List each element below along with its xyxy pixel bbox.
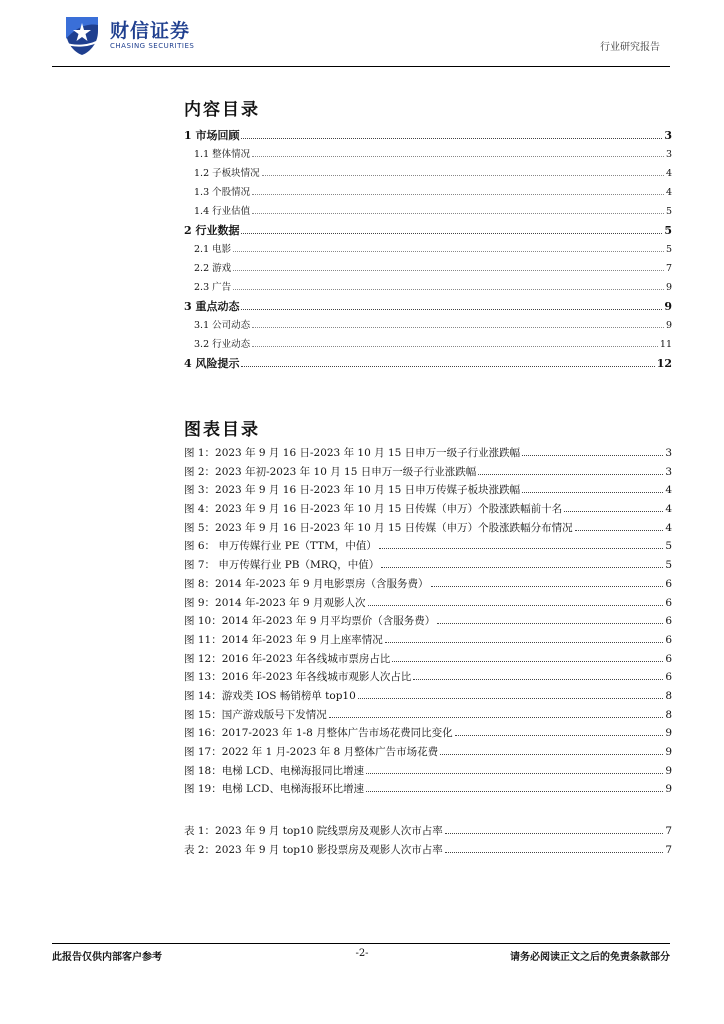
dot-leader xyxy=(440,754,663,755)
table-entry-label: 表 2：2023 年 9 月 top10 影投票房及观影人次市占率 xyxy=(184,843,443,856)
figure-entry[interactable] xyxy=(184,595,672,614)
toc-entry-label: 2.3 广告 xyxy=(194,282,232,293)
footer-divider xyxy=(52,943,670,944)
figure-entry-label: 图 3：2023 年 9 月 16 日-2023 年 10 月 15 日申万传媒子板块涨跌幅 xyxy=(184,484,521,497)
toc-entry[interactable] xyxy=(184,355,672,374)
dot-leader xyxy=(445,833,664,834)
figure-entry-label: 图 15：国产游戏版号下发情况 xyxy=(184,708,327,721)
toc-entry[interactable] xyxy=(184,165,672,184)
figure-entry[interactable] xyxy=(184,707,672,726)
toc-entry-page: 4 xyxy=(665,187,672,198)
figure-entry-page: 4 xyxy=(665,503,672,516)
toc-entry-label: 3.1 公司动态 xyxy=(194,320,251,331)
figure-entry[interactable] xyxy=(184,763,672,782)
dot-leader xyxy=(233,289,664,290)
toc-entry-page: 3 xyxy=(664,129,672,142)
figure-entry-label: 图 9：2014 年-2023 年 9 月观影人次 xyxy=(184,596,366,609)
toc-entry-page: 5 xyxy=(665,244,672,255)
dot-leader xyxy=(252,213,664,214)
toc-entry[interactable] xyxy=(184,127,672,146)
figure-entry-page: 5 xyxy=(665,540,672,553)
toc-entry[interactable] xyxy=(184,184,672,203)
toc-entry-page: 12 xyxy=(656,357,672,370)
toc-list xyxy=(184,127,672,374)
toc-entry-label: 2.2 游戏 xyxy=(194,263,232,274)
toc-entry-page: 11 xyxy=(659,339,672,350)
figure-entry-page: 6 xyxy=(665,671,672,684)
company-logo xyxy=(60,13,194,57)
figure-entry-page: 4 xyxy=(665,484,672,497)
table-entry[interactable] xyxy=(184,823,672,842)
toc-entry-page: 5 xyxy=(664,224,672,237)
toc-entry[interactable] xyxy=(184,241,672,260)
dot-leader xyxy=(522,455,663,456)
figure-entry[interactable] xyxy=(184,482,672,501)
dot-leader xyxy=(431,586,664,587)
table-entry-page: 7 xyxy=(665,843,672,856)
toc-entry[interactable] xyxy=(184,317,672,336)
dot-leader xyxy=(366,773,663,774)
figure-entry-label: 图 5：2023 年 9 月 16 日-2023 年 10 月 15 日传媒（申万）个股涨跌幅分布情况 xyxy=(184,521,573,534)
figure-entry-page: 9 xyxy=(665,764,672,777)
dot-leader xyxy=(381,567,663,568)
toc-entry[interactable] xyxy=(184,203,672,222)
page-number: -2- xyxy=(355,948,369,959)
dot-leader xyxy=(575,530,664,531)
toc-entry-label: 2 行业数据 xyxy=(184,224,240,237)
toc-entry-page: 3 xyxy=(665,149,672,160)
dot-leader xyxy=(368,605,664,606)
toc-entry-page: 7 xyxy=(665,263,672,274)
tables-list xyxy=(184,823,672,860)
toc-entry-label: 3.2 行业动态 xyxy=(194,339,251,350)
figure-entry-label: 图 11：2014 年-2023 年 9 月上座率情况 xyxy=(184,633,383,646)
toc-entry[interactable] xyxy=(184,260,672,279)
toc-entry-page: 9 xyxy=(665,320,672,331)
logo-icon xyxy=(60,13,104,57)
figure-entry-page: 4 xyxy=(665,521,672,534)
figure-entry-page: 6 xyxy=(665,577,672,590)
dot-leader xyxy=(241,309,662,310)
figure-entry-label: 图 6： 申万传媒行业 PE（TTM，中值） xyxy=(184,540,377,553)
figure-entry-label: 图 14：游戏类 IOS 畅销榜单 top10 xyxy=(184,689,356,702)
figure-entry-page: 9 xyxy=(665,746,672,758)
figure-entry[interactable] xyxy=(184,464,672,483)
figure-entry-label: 图 16：2017-2023 年 1-8 月整体广告市场花费同比变化 xyxy=(184,727,453,740)
figure-entry-label: 图 12：2016 年-2023 年各线城市票房占比 xyxy=(184,652,391,665)
dot-leader xyxy=(241,233,662,234)
figure-entry[interactable] xyxy=(184,538,672,557)
figure-entry[interactable] xyxy=(184,632,672,651)
table-entry-page: 7 xyxy=(665,825,672,837)
figure-entry[interactable] xyxy=(184,520,672,539)
toc-entry-label: 3 重点动态 xyxy=(184,300,240,313)
dot-leader xyxy=(252,156,664,157)
dot-leader xyxy=(413,679,663,680)
figure-entry-label: 图 8：2014 年-2023 年 9 月电影票房（含服务费） xyxy=(184,577,429,590)
figure-entry-page: 5 xyxy=(665,559,672,572)
figure-entry-label: 图 2：2023 年初-2023 年 10 月 15 日申万一级子行业涨跌幅 xyxy=(184,465,477,478)
dot-leader xyxy=(564,511,663,512)
dot-leader xyxy=(252,194,664,195)
dot-leader xyxy=(252,327,664,328)
footer-disclaimer: 此报告仅供内部客户参考 xyxy=(52,952,162,963)
dot-leader xyxy=(455,735,664,736)
figure-entry-label: 图 4：2023 年 9 月 16 日-2023 年 10 月 15 日传媒（申万）个股涨跌幅前十名 xyxy=(184,503,563,516)
dot-leader xyxy=(262,175,664,176)
toc-entry-label: 1 市场回顾 xyxy=(184,129,240,142)
toc-entry[interactable] xyxy=(184,336,672,355)
figure-entry[interactable] xyxy=(184,651,672,670)
figure-entry[interactable] xyxy=(184,744,672,763)
figure-entry-page: 8 xyxy=(665,689,672,702)
toc-entry-page: 5 xyxy=(665,206,672,217)
figure-entry[interactable] xyxy=(184,501,672,520)
toc-entry-label: 1.3 个股情况 xyxy=(194,187,251,198)
toc-entry-page: 9 xyxy=(664,300,672,313)
dot-leader xyxy=(241,138,662,139)
dot-leader xyxy=(358,698,664,699)
dot-leader xyxy=(241,366,654,367)
dot-leader xyxy=(445,852,664,853)
figure-entry-label: 图 1：2023 年 9 月 16 日-2023 年 10 月 15 日申万一级子行业涨跌幅 xyxy=(184,447,521,459)
page-header xyxy=(0,0,724,70)
dot-leader xyxy=(522,492,663,493)
logo-en-text: CHASING SECURITIES xyxy=(110,42,195,50)
dot-leader xyxy=(379,548,663,549)
figure-entry[interactable] xyxy=(184,557,672,576)
figure-entry-page: 8 xyxy=(665,708,672,721)
dot-leader xyxy=(392,661,663,662)
toc-entry-label: 1.4 行业估值 xyxy=(194,206,251,217)
dot-leader xyxy=(437,623,663,624)
figure-entry-page: 6 xyxy=(665,633,672,646)
report-type: 行业研究报告 xyxy=(600,42,660,53)
dot-leader xyxy=(385,642,664,643)
figure-entry-page: 3 xyxy=(665,465,672,478)
figure-entry-page: 3 xyxy=(665,447,672,459)
figure-entry-label: 图 19：电梯 LCD、电梯海报环比增速 xyxy=(184,783,364,796)
figure-entry[interactable] xyxy=(184,781,672,800)
toc-entry-label: 2.1 电影 xyxy=(194,244,232,255)
figure-entry[interactable] xyxy=(184,613,672,632)
dot-leader xyxy=(233,251,664,252)
figure-entry-page: 6 xyxy=(665,652,672,665)
figure-entry-label: 图 17：2022 年 1 月-2023 年 8 月整体广告市场花费 xyxy=(184,746,439,758)
toc-entry[interactable] xyxy=(184,146,672,165)
toc-entry-page: 9 xyxy=(665,282,672,293)
header-divider xyxy=(52,66,670,67)
table-entry[interactable] xyxy=(184,842,672,861)
figure-entry-page: 9 xyxy=(665,783,672,796)
figure-entry[interactable] xyxy=(184,725,672,744)
dot-leader xyxy=(252,346,658,347)
dot-leader xyxy=(366,791,663,792)
table-entry-label: 表 1：2023 年 9 月 top10 院线票房及观影人次市占率 xyxy=(184,825,443,837)
figures-list xyxy=(184,445,672,800)
figure-entry[interactable] xyxy=(184,669,672,688)
figure-entry[interactable] xyxy=(184,688,672,707)
figure-entry-page: 6 xyxy=(665,596,672,609)
logo-cn-text: 财信证券 xyxy=(110,20,191,42)
toc-entry-label: 1.1 整体情况 xyxy=(194,149,251,160)
figure-entry-label: 图 18：电梯 LCD、电梯海报同比增速 xyxy=(184,764,364,777)
toc-entry[interactable] xyxy=(184,279,672,298)
figure-entry-page: 9 xyxy=(665,727,672,740)
toc-entry[interactable] xyxy=(184,222,672,241)
figure-entry-label: 图 7： 申万传媒行业 PB（MRQ，中值） xyxy=(184,559,380,572)
toc-entry-label: 1.2 子板块情况 xyxy=(194,168,260,179)
dot-leader xyxy=(478,474,663,475)
toc-entry-label: 4 风险提示 xyxy=(184,357,240,370)
dot-leader xyxy=(233,270,664,271)
figure-entry-page: 6 xyxy=(665,615,672,628)
figures-title: 图表目录 xyxy=(184,420,260,440)
toc-entry-page: 4 xyxy=(665,168,672,179)
dot-leader xyxy=(329,717,664,718)
figure-entry[interactable] xyxy=(184,576,672,595)
figure-entry-label: 图 10：2014 年-2023 年 9 月平均票价（含服务费） xyxy=(184,615,436,628)
toc-entry[interactable] xyxy=(184,298,672,317)
toc-title: 内容目录 xyxy=(184,100,260,120)
figure-entry[interactable] xyxy=(184,445,672,464)
figure-entry-label: 图 13：2016 年-2023 年各线城市观影人次占比 xyxy=(184,671,412,684)
footer-notice: 请务必阅读正文之后的免责条款部分 xyxy=(510,952,670,963)
